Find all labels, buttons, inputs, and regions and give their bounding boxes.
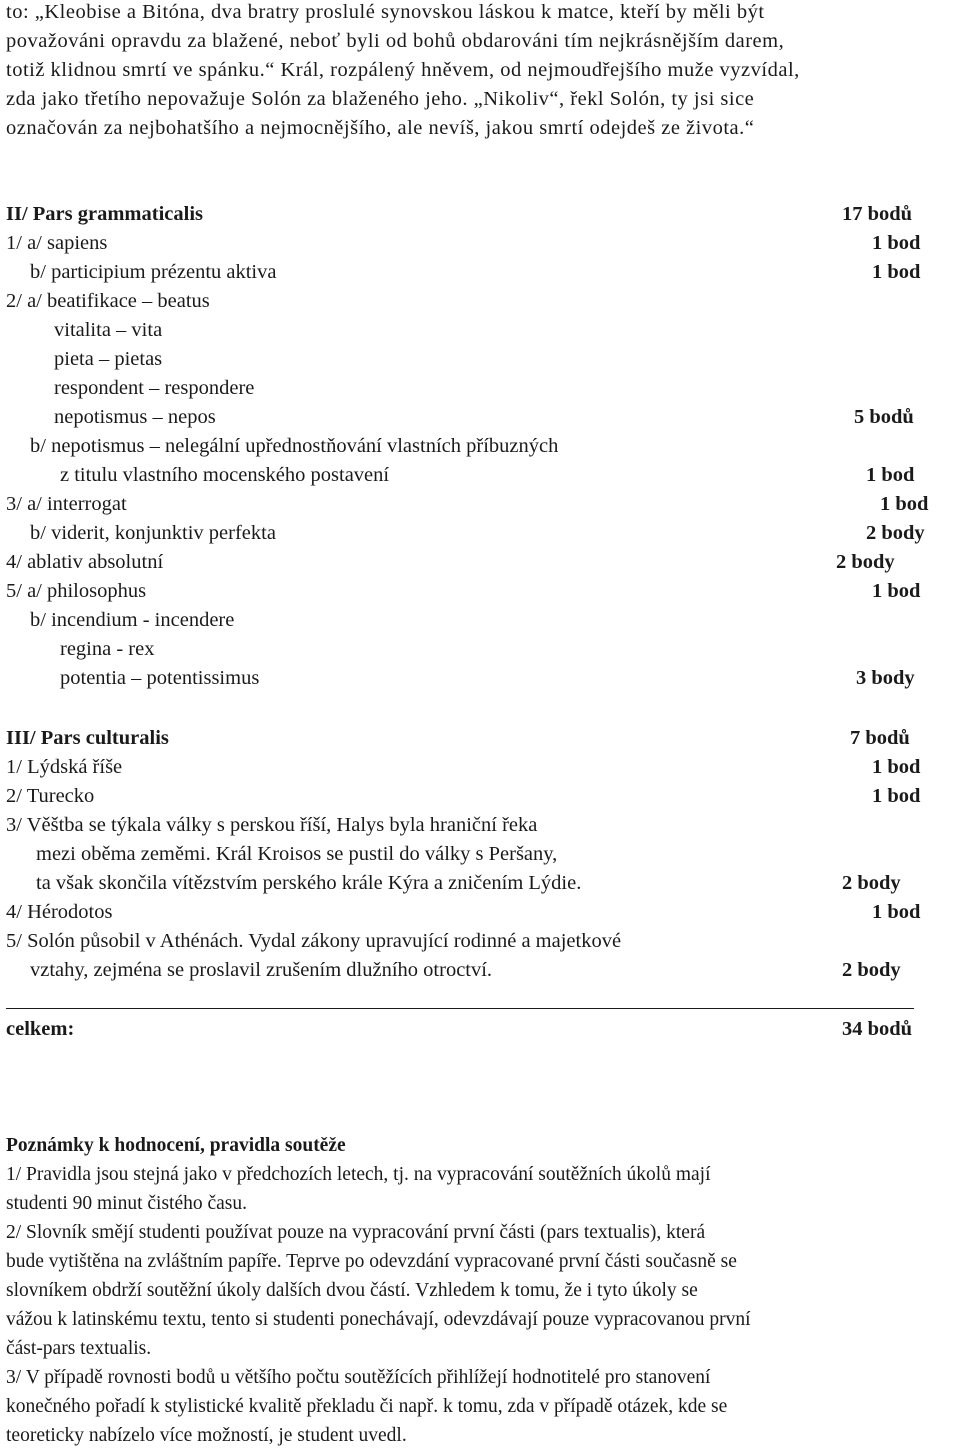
grammar-points: 5 bodů (854, 406, 914, 428)
grammar-item: 1/ a/ sapiens (6, 232, 108, 254)
notes-line: 3/ V případě rovnosti bodů u většího počtu soutěžících přihlížejí hodnotitelé pro stanovení (6, 1367, 711, 1388)
grammar-item: 3/ a/ interrogat (6, 493, 127, 515)
grammar-points: 3 body (856, 667, 915, 689)
grammar-item: respondent – respondere (54, 377, 255, 399)
culture-item: 4/ Hérodotos (6, 901, 113, 923)
grammar-points: 1 bod (866, 464, 915, 486)
total-label: celkem: (6, 1018, 75, 1040)
culture-points: 1 bod (872, 756, 921, 778)
grammar-item: b/ nepotismus – nelegální upřednostňování vlastních příbuzných (30, 435, 559, 457)
notes-line: 2/ Slovník smějí studenti používat pouze na vypracování první části (pars textualis), která (6, 1222, 706, 1243)
grammar-points: 2 body (836, 551, 895, 573)
notes-line: studenti 90 minut čistého času. (6, 1193, 248, 1214)
grammar-item: potentia – potentissimus (60, 667, 260, 689)
culture-item: vztahy, zejména se proslavil zrušením dlužního otroctví. (30, 959, 493, 981)
grammar-item: 4/ ablativ absolutní (6, 551, 164, 573)
notes-line: teoreticky nabízelo více možností, je student uvedl. (6, 1425, 407, 1446)
grammar-item: 5/ a/ philosophus (6, 580, 147, 602)
grammar-item: b/ viderit, konjunktiv perfekta (30, 522, 276, 544)
grammar-item: z titulu vlastního mocenského postavení (60, 464, 390, 486)
grammar-item: nepotismus – nepos (54, 406, 216, 428)
grammar-item: b/ incendium - incendere (30, 609, 235, 631)
notes-line: část-pars textualis. (6, 1338, 152, 1359)
grammar-points: 1 bod (872, 580, 921, 602)
grammar-item: regina - rex (60, 638, 155, 660)
intro-line: to: „Kleobise a Bitóna, dva bratry proslulé synovskou láskou k matce, kteří by měli být (6, 1, 765, 23)
grammar-points: 1 bod (872, 261, 921, 283)
notes-line: 1/ Pravidla jsou stejná jako v předchozích letech, tj. na vypracování soutěžních úkolů mají (6, 1164, 711, 1185)
intro-line: zda jako třetího nepovažuje Solón za blaženého jeho. „Nikoliv“, řekl Solón, ty jsi sice (6, 88, 755, 110)
grammar-item: 2/ a/ beatifikace – beatus (6, 290, 210, 312)
grammar-item: b/ participium prézentu aktiva (30, 261, 277, 283)
grammar-heading: II/ Pars grammaticalis (6, 203, 203, 225)
intro-line: totiž klidnou smrtí ve spánku.“ Král, rozpálený hněvem, od nejmoudřejšího muže vyzvídal, (6, 59, 800, 81)
culture-item: 1/ Lýdská říše (6, 756, 123, 778)
intro-line: označován za nejbohatšího a nejmocnějšího, ale nevíš, jakou smrtí odejdeš ze života.“ (6, 117, 755, 139)
total-divider (6, 1008, 914, 1009)
grammar-points: 1 bod (880, 493, 929, 515)
notes-line: bude vytištěna na zvláštním papíře. Teprve po odevzdání vypracované první části současně se (6, 1251, 737, 1272)
culture-points: 2 body (842, 872, 901, 894)
grammar-item: pieta – pietas (54, 348, 163, 370)
culture-points: 1 bod (872, 901, 921, 923)
grammar-total: 17 bodů (842, 203, 913, 225)
notes-line: vážou k latinskému textu, tento si studenti ponechávají, odevzdávají pouze vypracovanou první (6, 1309, 751, 1330)
culture-item: mezi oběma zeměmi. Král Kroisos se pustil do války s Peršany, (36, 843, 558, 865)
culture-points: 1 bod (872, 785, 921, 807)
grammar-points: 1 bod (872, 232, 921, 254)
culture-points: 2 body (842, 959, 901, 981)
intro-line: považováni opravdu za blažené, neboť byli od bohů obdarováni tím nejkrásnějším darem, (6, 30, 785, 52)
culture-item: 3/ Věštba se týkala války s perskou říší, Halys byla hraniční řeka (6, 814, 538, 836)
grammar-item: vitalita – vita (54, 319, 163, 341)
notes-line: slovníkem obdrží soutěžní úkoly dalších dvou částí. Vzhledem k tomu, že i tyto úkoly se (6, 1280, 698, 1301)
culture-total: 7 bodů (850, 727, 910, 749)
grammar-points: 2 body (866, 522, 925, 544)
culture-item: ta však skončila vítězstvím perského krále Kýra a zničením Lýdie. (36, 872, 582, 894)
culture-item: 5/ Solón působil v Athénách. Vydal zákony upravující rodinné a majetkové (6, 930, 622, 952)
culture-item: 2/ Turecko (6, 785, 95, 807)
total-points: 34 bodů (842, 1018, 913, 1040)
notes-line: konečného pořadí k stylistické kvalitě překladu či např. k tomu, zda v případě otázek, kde se (6, 1396, 728, 1417)
culture-heading: III/ Pars culturalis (6, 727, 169, 749)
notes-heading: Poznámky k hodnocení, pravidla soutěže (6, 1135, 346, 1156)
